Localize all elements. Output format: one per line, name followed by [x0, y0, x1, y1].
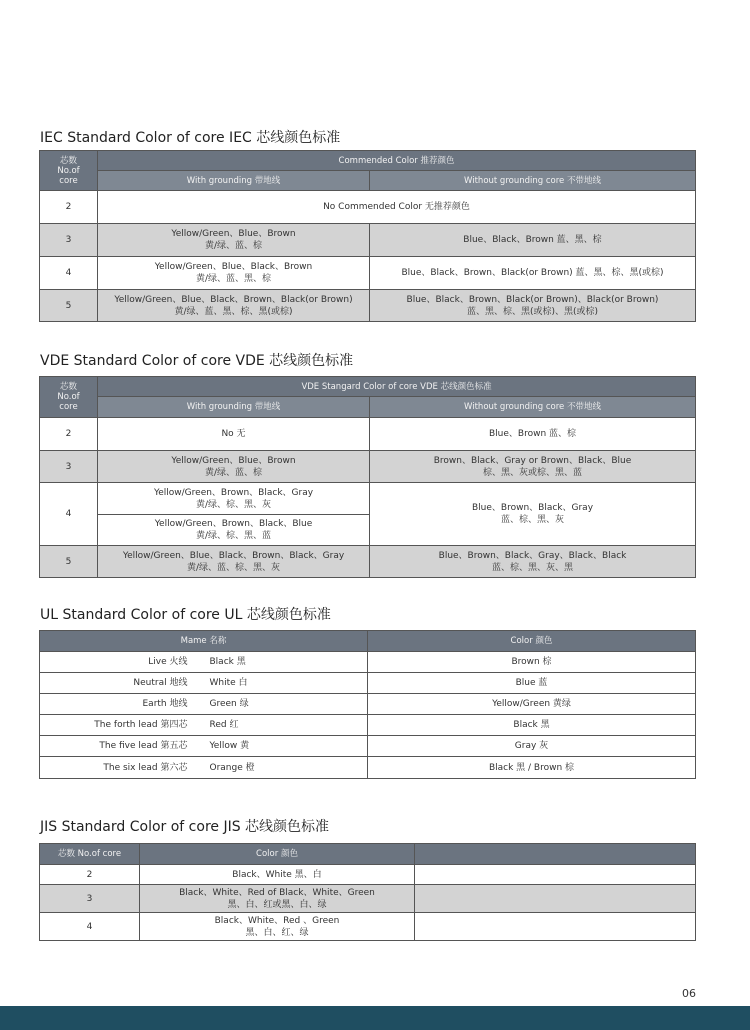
jis-title: JIS Standard Color of core JIS 芯线颜色标准 — [40, 819, 330, 835]
color-header: Color 颜色 — [140, 844, 415, 865]
table-row: 3 Yellow/Green、Blue、Brown 黄/绿、蓝、棕 Blue、Black、Brown 蓝、黑、棕 — [40, 224, 696, 257]
table-row: 4 Yellow/Green、Blue、Black、Brown 黄/绿、蓝、黑、棕 Blue、Black、Brown、Black(or Brown) 蓝、黑、棕、黑(或棕) — [40, 257, 696, 290]
iec-table — [39, 150, 696, 322]
without-grounding-header: Without grounding core 不带地线 — [370, 397, 696, 418]
name-header: Mame 名称 — [40, 631, 368, 652]
table-row: 3 Black、White、Red of Black、White、Green 黑、白、红或黑、白、绿 — [40, 885, 696, 913]
vde-title: VDE Standard Color of core VDE 芯线颜色标准 — [40, 353, 354, 369]
table-row: 3 Yellow/Green、Blue、Brown 黄/绿、蓝、棕 Brown、Black、Gray or Brown、Black、Blue 棕、黑、灰或棕、黑、蓝 — [40, 451, 696, 483]
table-row: Neutral 地线 White 白 Blue 蓝 — [40, 673, 696, 694]
cores-header: 芯数 No.of core — [40, 151, 98, 191]
table-row: 2 No 无 Blue、Brown 蓝、棕 — [40, 418, 696, 451]
table-row: 5 Yellow/Green、Blue、Black、Brown、Black、Gray 黄/绿、蓝、棕、黑、灰 Blue、Brown、Black、Gray、Black、Black 蓝、棕、黑、灰、黑 — [40, 546, 696, 578]
empty-cell — [415, 885, 696, 913]
with-grounding-header: With grounding 带地线 — [98, 397, 370, 418]
with-grounding-header: With grounding 带地线 — [98, 171, 370, 191]
footer-bar — [0, 1006, 750, 1030]
merged-cell: No Commended Color 无推荐颜色 — [98, 191, 696, 224]
table-row: The five lead 第五芯 Yellow 黄 Gray 灰 — [40, 736, 696, 757]
vde-table — [39, 376, 696, 578]
empty-header — [415, 844, 696, 865]
cores-header: 芯数 No.of core — [40, 377, 98, 418]
iec-title: IEC Standard Color of core IEC 芯线颜色标准 — [40, 130, 341, 146]
page-number: 06 — [682, 987, 696, 1000]
table-row: Yellow/Green、Brown、Black、Blue 黄/绿、棕、黑、蓝 — [40, 515, 696, 546]
table-row: 5 Yellow/Green、Blue、Black、Brown、Black(or Brown) 黄/绿、蓝、黑、棕、黑(或棕) Blue、Black、Brown、Black(or Brown)、Black(or Brown) 蓝、黑、棕、黑(或棕)、黑(或棕) — [40, 290, 696, 322]
table-row: The six lead 第六芯 Orange 橙 Black 黑 / Brown 棕 — [40, 757, 696, 779]
color-header: Color 颜色 — [368, 631, 696, 652]
table-row: The forth lead 第四芯 Red 红 Black 黑 — [40, 715, 696, 736]
ul-title: UL Standard Color of core UL 芯线颜色标准 — [40, 607, 331, 623]
vde-color-header: VDE Stangard Color of core VDE 芯线颜色标准 — [98, 377, 696, 397]
empty-cell — [415, 913, 696, 941]
table-row: 2 No Commended Color 无推荐颜色 — [40, 191, 696, 224]
table-row: 2 Black、White 黑、白 — [40, 865, 696, 885]
table-row: Earth 地线 Green 绿 Yellow/Green 黄绿 — [40, 694, 696, 715]
table-row: Live 火线 Black 黑 Brown 棕 — [40, 652, 696, 673]
jis-table — [39, 843, 696, 941]
commended-color-header: Commended Color 推荐颜色 — [98, 151, 696, 171]
cores-header: 芯数 No.of core — [40, 844, 140, 865]
ul-table — [39, 630, 696, 779]
without-grounding-header: Without grounding core 不带地线 — [370, 171, 696, 191]
table-row: 4 Black、White、Red 、Green 黑、白、红、绿 — [40, 913, 696, 941]
empty-cell — [415, 865, 696, 885]
table-row: 4 Yellow/Green、Brown、Black、Gray 黄/绿、棕、黑、灰 Blue、Brown、Black、Gray 蓝、棕、黑、灰 — [40, 483, 696, 515]
